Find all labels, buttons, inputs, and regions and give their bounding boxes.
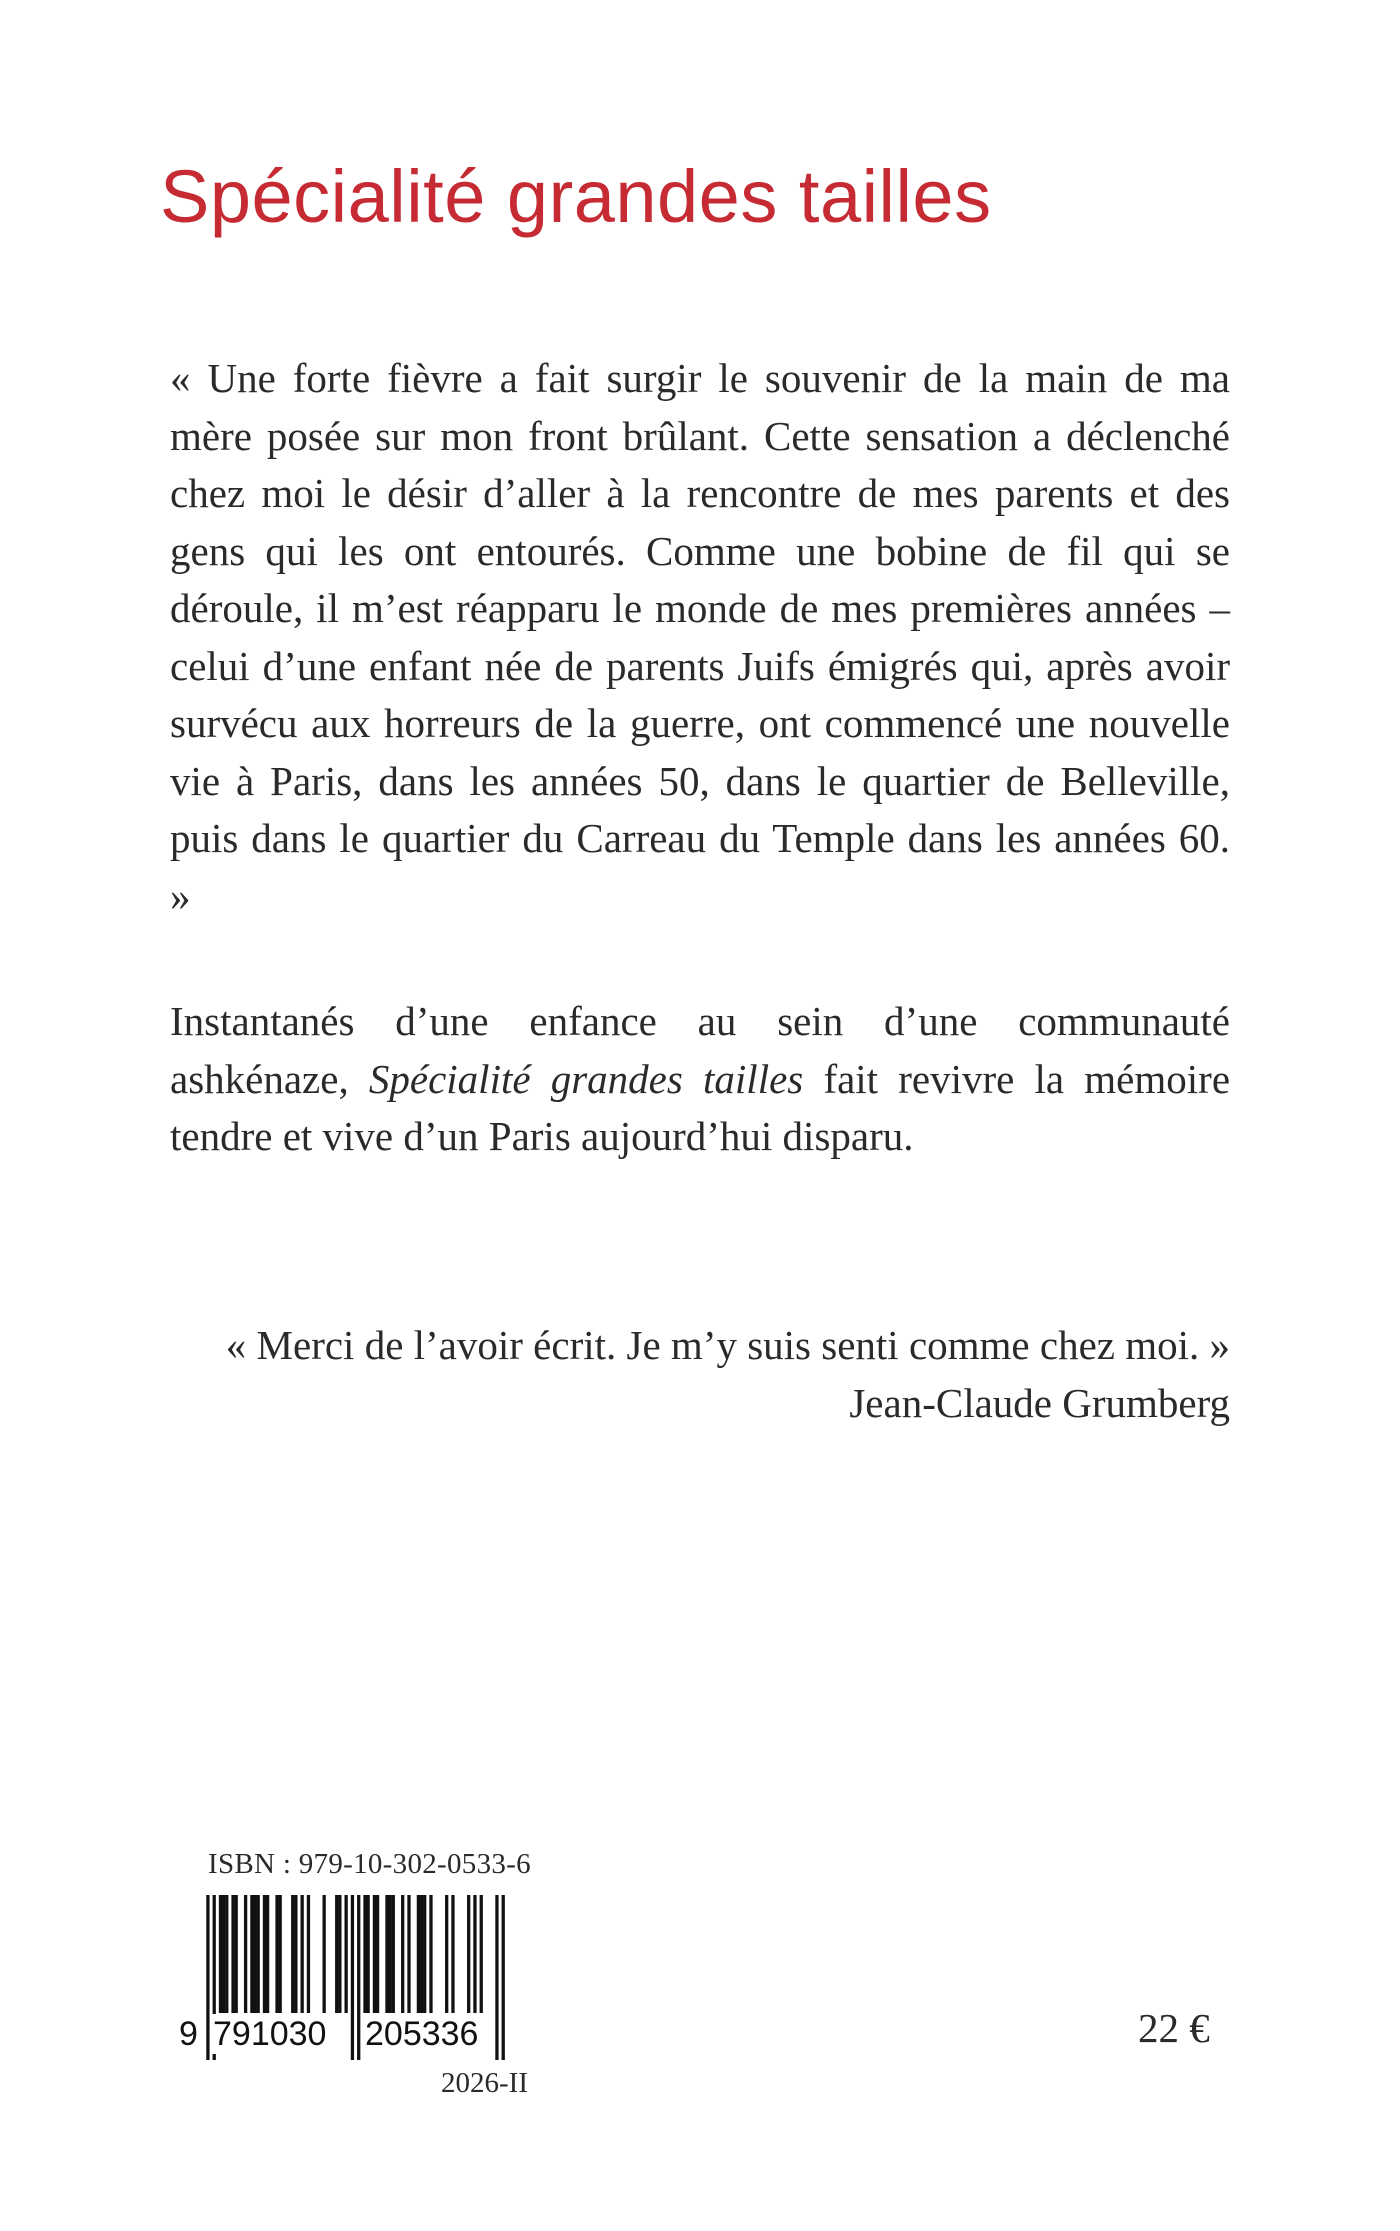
barcode-bar	[407, 1895, 410, 2013]
endorsement-quote: « Merci de l’avoir écrit. Je m’y suis senti comme chez moi. »	[225, 1322, 1230, 1368]
barcode-bar	[225, 1895, 228, 2013]
barcode-bar	[445, 1895, 448, 2013]
barcode-bar	[373, 1895, 376, 2013]
barcode-bar	[367, 1895, 370, 2013]
barcode-bar	[388, 1895, 391, 2013]
barcode-bar	[429, 1895, 432, 2013]
blurb-summary-paragraph	[170, 993, 1230, 1166]
price: 22 €	[1138, 2005, 1210, 2051]
barcode-bar	[451, 1895, 454, 2013]
barcode-bar	[253, 1895, 256, 2013]
barcode-bar	[467, 1895, 470, 2013]
barcode-left-digits: 791030	[213, 2015, 327, 2053]
isbn-label: ISBN : 979-10-302-0533-6	[208, 1848, 531, 1880]
barcode-bar	[480, 1895, 483, 2013]
book-title: Spécialité grandes tailles	[160, 155, 992, 238]
barcode-bar	[279, 1895, 282, 2013]
barcode-bar	[376, 1895, 379, 2013]
blurb-quote-paragraph: « Une forte fièvre a fait surgir le souvenir de la main de ma mère posée sur mon front brûlant. Cette sensation a déclenché chez moi le désir d’aller à la rencontre de mes parents et des gens qui les ont entourés. Comme une bobine de fil qui se déroule, il m’est réapparu le monde de mes premières années – celui d’une enfant née de parents Juifs émigrés qui, après avoir survécu aux horreurs de la guerre, ont commencé une nouvelle vie à Paris, dans les années 50, dans le quartier de Belleville, puis dans le quartier du Carreau du Temple dans les années 60. »	[170, 355, 1230, 919]
print-code: 2026-II	[441, 2067, 528, 2099]
barcode-bar	[392, 1895, 395, 2013]
barcode-bar	[263, 1895, 266, 2013]
summary-text-before: Instantanés d’une enfance au sein d’une communauté ashkénaze,	[170, 998, 1230, 1102]
barcode-bar	[473, 1895, 476, 2013]
barcode-bar	[275, 1895, 278, 2013]
barcode-bar	[420, 1895, 423, 2013]
endorsement	[170, 1317, 1230, 1432]
barcode-bar	[345, 1895, 348, 2013]
barcode-bar	[423, 1895, 426, 2013]
barcode-bar	[291, 1895, 294, 2013]
barcode-bar	[338, 1895, 341, 2013]
summary-text-after: fait revivre la mémoire tendre et vive d’un Paris aujourd’hui disparu.	[170, 1055, 1231, 1159]
endorsement-author: Jean-Claude Grumberg	[849, 1379, 1230, 1426]
barcode-right-digits: 205336	[365, 2015, 479, 2053]
barcode-bar	[417, 1895, 420, 2013]
barcode-bar	[235, 1895, 238, 2013]
barcode-bar	[301, 1895, 304, 2013]
barcode-bar	[222, 1895, 225, 2013]
barcode-bar	[307, 1895, 310, 2013]
barcode-bar	[257, 1895, 260, 2013]
barcode-bar	[401, 1895, 404, 2013]
barcode-digits	[178, 2014, 533, 2054]
barcode-first-digit: 9	[179, 2015, 198, 2053]
summary-book-title-italic: Spécialité grandes tailles	[368, 1055, 804, 1102]
barcode-bar	[231, 1895, 234, 2013]
barcode-bar	[219, 1895, 222, 2013]
barcode-bar	[244, 1895, 247, 2013]
barcode-bar	[335, 1895, 338, 2013]
barcode-bar	[294, 1895, 297, 2013]
barcode-bar	[363, 1895, 366, 2013]
barcode-bar	[323, 1895, 326, 2013]
barcode-bar	[266, 1895, 269, 2013]
barcode-bar	[250, 1895, 253, 2013]
barcode-bar	[385, 1895, 388, 2013]
